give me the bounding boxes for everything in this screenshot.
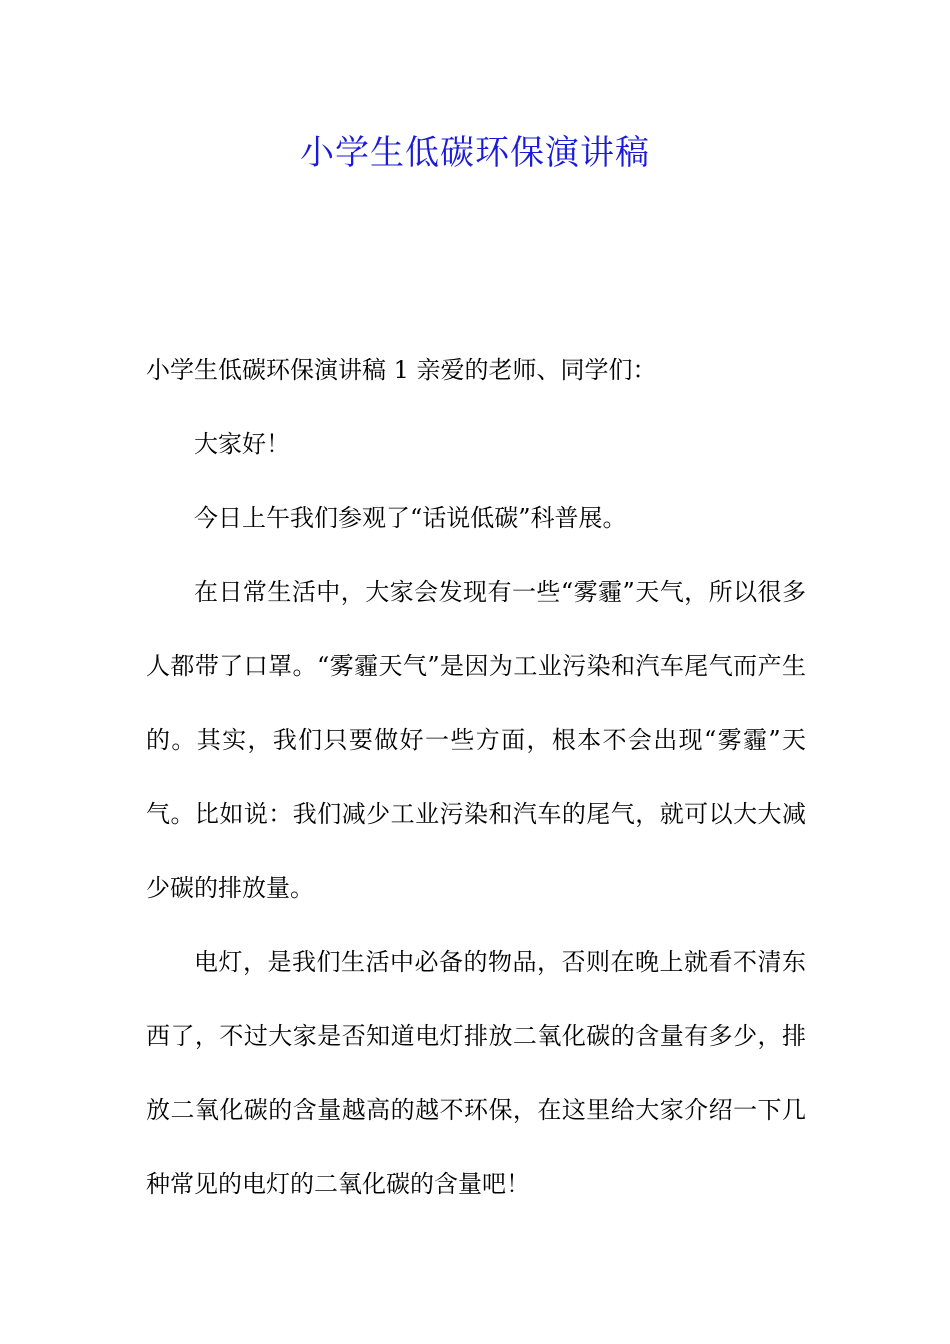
paragraph-smog: 在日常生活中，大家会发现有一些“雾霾”天气，所以很多人都带了口罩。“雾霾天气”是因为工业污染和汽车尾气而产生的。其实，我们只要做好一些方面，根本不会出现“雾霾”天气。比如说：我们减少工业污染和汽车的尾气，就可以大大减少碳的排放量。 bbox=[146, 578, 806, 902]
paragraph-electric-lights: 电灯，是我们生活中必备的物品，否则在晚上就看不清东西了，不过大家是否知道电灯排放二氧化碳的含量有多少，排放二氧化碳的含量越高的越不环保，在这里给大家介绍一下几种常见的电灯的二氧化碳的含量吧！ bbox=[146, 948, 806, 1198]
paragraph-greeting: 大家好！ bbox=[194, 430, 290, 458]
paragraph-exhibition: 今日上午我们参观了“话说低碳”科普展。 bbox=[194, 504, 627, 532]
document-title: 小学生低碳环保演讲稿 bbox=[300, 133, 650, 173]
paragraph-heading-line: 小学生低碳环保演讲稿 1 亲爱的老师、同学们： bbox=[146, 356, 657, 384]
document-body bbox=[146, 333, 806, 1221]
